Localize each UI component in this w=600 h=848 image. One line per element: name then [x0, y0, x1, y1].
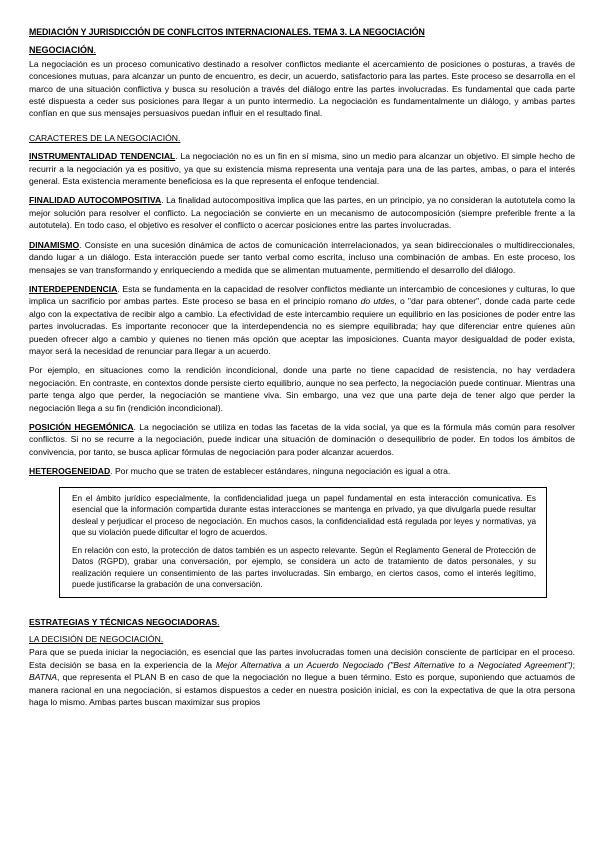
latin-phrase: do utdes — [360, 296, 395, 307]
strategies-heading-text: ESTRATEGIAS Y TÉCNICAS NEGOCIADORAS — [29, 616, 218, 627]
intro-paragraph: La negociación es un proceso comunicativo destinado a resolver conflictos mediante el acercamiento de posiciones o posturas, a través de concesiones mutuas, para alcanzar un punto de encuentro, es decir, un acuerdo, satisfactorio para las partes. Este proceso se desarrolla en el marco de una situación conflictiva y busca su resolución a través del diálogo entre las partes involucradas. Es fundamental que cada parte esté dispuesta a ceder sus posiciones para llegar a un punto intermedio. La negociación es fundamentalmente un diálogo, y ambas partes confían en que sus mensajes persuasivos puedan influir en el resultado final. — [29, 58, 575, 119]
decision-heading: LA DECISIÓN DE NEGOCIACIÓN. — [29, 634, 164, 644]
item-text: . La finalidad autocompositiva implica que las partes, en un principio, ya no consideran la autotutela como la mejor solución para resolver el conflicto. La negociación se convierte en un mecanismo de autocomposición (siempre preferible frente a la autotutela). En todo caso, el objetivo es resolver el conflicto o acercar posiciones entre las partes involucradas. — [29, 195, 575, 231]
item-interdependencia — [29, 283, 575, 357]
item-heterogeneidad — [29, 465, 575, 477]
item-text: . La negociación se utiliza en todas las facetas de la vida social, ya que es la fórmula más común para resolver conflictos. Si no se recurre a la negociación, puede indicar una situación de dominación o desequilibrio de poder. En todos los ámbitos de convivencia, por tanto, se busca aplicar fórmulas de negociación para poder alcanzar acuerdos. — [29, 421, 575, 457]
item-term: POSICIÓN HEGEMÓNICA — [29, 421, 134, 432]
decision-emphasis: BATNA — [29, 672, 58, 683]
confidentiality-note-box — [59, 487, 547, 598]
decision-text: Para que se pueda iniciar la negociación, es esencial que las partes involucradas tomen una decisión consciente de participar en el proceso. Esta decisión se basa en la experiencia de la — [29, 647, 575, 670]
item-instrumentalidad — [29, 150, 575, 187]
item-term: INSTRUMENTALIDAD TENDENCIAL — [29, 151, 176, 162]
document-title: MEDIACIÓN Y JURISDICCIÓN DE CONFLCITOS INTERNACIONALES. TEMA 3. LA NEGOCIACIÓN — [29, 27, 425, 37]
item-term: INTERDEPENDENCIA — [29, 283, 118, 294]
item-text: . Consiste en una sucesión dinámica de actos de comunicación interrelacionados, ya sean bidireccionales o multidireccionales, dando lugar a un diálogo. Esta interacción puede ser tanto verbal como escrita, incluso una combinación de ambas. En este proceso, los mensajes se van transformando y enriqueciendo a medida que se alimentan mutuamente, permitiendo el desarrollo del diálogo. — [29, 239, 575, 275]
decision-emphasis: Mejor Alternativa a un Acuerdo Negociado ("Best Alternative to a Negociated Agreement") — [215, 659, 573, 670]
decision-text: ; — [572, 659, 575, 670]
item-term: FINALIDAD AUTOCOMPOSITIVA — [29, 195, 162, 206]
decision-paragraph — [29, 646, 575, 708]
item-posicion-hegemonica — [29, 421, 575, 458]
box-paragraph: En el ámbito jurídico especialmente, la confidencialidad juega un papel fundamental en esta interacción comunicativa. Es esencial que la información compartida durante estas interacciones se mantenga en privado, ya que divulgarla puede resultar desleal y perjudicar el proceso de negociación. En muchos casos, la confidencialidad está regulada por leyes y normativas, ya que su violación puede dificultar el logro de acuerdos. — [72, 493, 536, 538]
decision-text: , que representa el PLAN B en caso de que la negociación no llegue a buen término. Esto es porque, suponiendo que actuamos de manera racional en una negociación, si estamos dispuestos a ceder en nuestra posición inicial, es con la expectativa de que la otra persona haga lo mismo. Ambas partes buscan maximizar sus propios — [29, 672, 575, 708]
interdependence-example-paragraph: Por ejemplo, en situaciones como la rendición incondicional, donde una parte no tiene capacidad de resistencia, no hay verdadera negociación. En contraste, en contextos donde persiste cierto equilibrio, aunque no sea perfecto, la negociación puede continuar. Mientras una parte tenga algo que perder, la negociación se mantiene viva. Sin embargo, una vez que una parte deja de tener algo que perder la negociación llega a su fin (rendición incondicional). — [29, 365, 575, 413]
item-term: HETEROGENEIDAD — [29, 466, 111, 477]
item-finalidad — [29, 194, 575, 231]
section-heading-negociacion: NEGOCIACIÓN. — [29, 45, 97, 56]
strategies-heading: ESTRATEGIAS Y TÉCNICAS NEGOCIADORAS. — [29, 616, 220, 627]
item-dinamismo — [29, 239, 575, 276]
item-text: . Esta se fundamenta en la capacidad de resolver conflictos mediante un intercambio de concesiones y culturas, lo que implica un sacrificio por ambas partes. Este proceso se basa en el principio romano — [29, 283, 575, 307]
item-text: . Por mucho que se traten de establecer estándares, ninguna negociación es igual a otra. — [110, 466, 451, 477]
box-paragraph: En relación con esto, la protección de datos también es un aspecto relevante. Según el Reglamento General de Protección de Datos (RGPD), grabar una conversación, por ejemplo, se considera un acto de tratamiento de datos personales, y su realización requiere un consentimiento de las partes involucradas. Sin embargo, en ciertos casos, como el interés legítimo, puede justificarse la grabación de una conversación. — [72, 545, 536, 590]
item-text: , o "dar para obtener", donde cada parte cede algo con la expectativa de recibir algo a cambio. La efectividad de este intercambio requiere un equilibrio en las posiciones de poder entre las partes involucradas. Es importante reconocer que la interdependencia no es siempre equilibrada; hay que diferenciar entre quienes aún pueden ofrecer algo a cambio y quienes no tienen más opción que aceptar las imposiciones. Cuanta mayor desigualdad de poder exista, mayor será la necesidad de renunciar para llegar a un acuerdo. — [29, 296, 575, 356]
section-heading-text: NEGOCIACIÓN — [29, 45, 94, 56]
item-text: . La negociación no es un fin en sí misma, sino un medio para alcanzar un objetivo. El simple hecho de recurrir a la negociación ya es positivo, ya que su existencia misma representa una ventaja para una de las partes, ambas, o para el interés general. Esta existencia meramente beneficiosa es la que representa el enfoque tendencial. — [29, 151, 575, 187]
characters-heading: CARACTERES DE LA NEGOCIACIÓN. — [29, 132, 181, 143]
item-term: DINAMISMO — [29, 239, 80, 250]
